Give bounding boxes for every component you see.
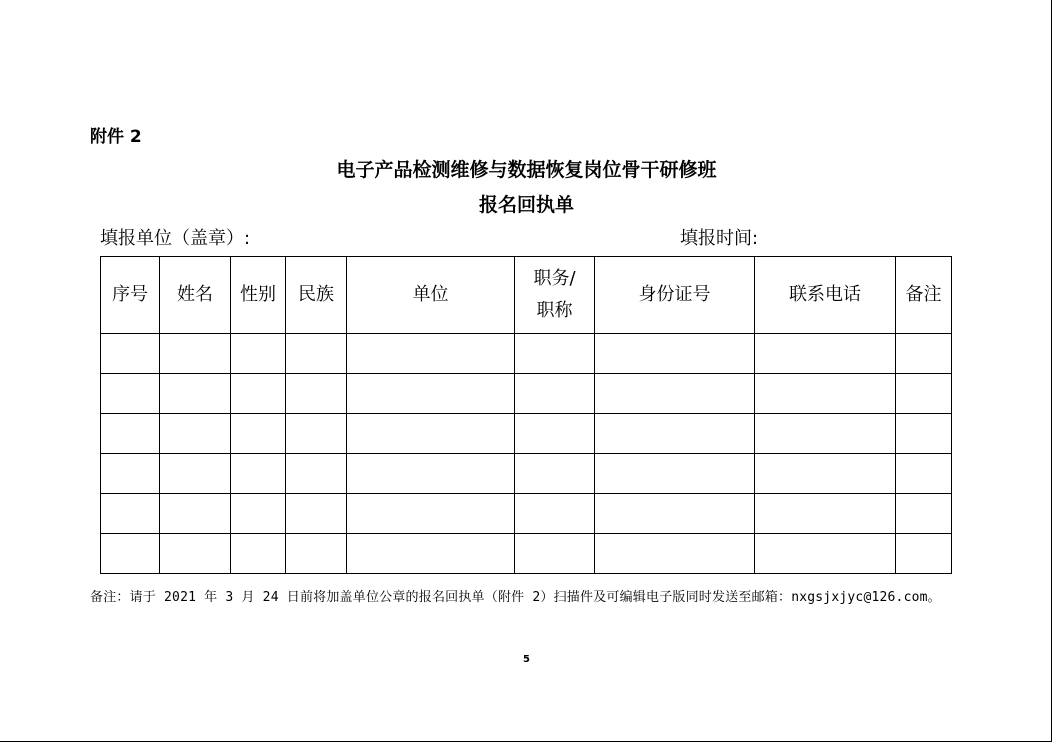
footnote: 备注：请于 2021 年 3 月 24 日前将加盖单位公章的报名回执单（附件 2）扫描件及可编辑电子版同时发送至邮箱：nxgsjxjyc@126.com。 (90, 590, 941, 605)
header-serial-no: 序号 (101, 257, 160, 334)
table-cell (101, 454, 160, 494)
table-cell (101, 494, 160, 534)
header-name: 姓名 (160, 257, 231, 334)
header-id-number: 身份证号 (595, 257, 755, 334)
table-row (101, 374, 952, 414)
table-cell (896, 534, 952, 574)
table-row (101, 494, 952, 534)
table-cell (515, 494, 595, 534)
table-cell (515, 334, 595, 374)
header-gender: 性别 (231, 257, 286, 334)
header-position-line2: 职称 (536, 300, 573, 321)
table-cell (595, 534, 755, 574)
header-position-title (515, 257, 595, 334)
table-cell (101, 534, 160, 574)
table-cell (286, 414, 347, 454)
table-cell (595, 494, 755, 534)
table-cell (515, 454, 595, 494)
table-cell (160, 454, 231, 494)
document-subtitle: 报名回执单 (478, 194, 574, 216)
table-header-row (101, 257, 952, 334)
table-row (101, 534, 952, 574)
table-cell (160, 414, 231, 454)
table-cell (595, 414, 755, 454)
table-cell (160, 494, 231, 534)
table-cell (896, 454, 952, 494)
table-cell (515, 414, 595, 454)
header-unit: 单位 (347, 257, 515, 334)
table-cell (515, 374, 595, 414)
header-position-line1: 职务/ (533, 268, 576, 289)
table-cell (347, 414, 515, 454)
table-cell (286, 374, 347, 414)
table-cell (160, 334, 231, 374)
table-cell (755, 454, 896, 494)
fill-unit-label: 填报单位（盖章）: (100, 228, 251, 249)
table-cell (755, 334, 896, 374)
table-cell (101, 414, 160, 454)
table-cell (755, 534, 896, 574)
table-cell (347, 454, 515, 494)
table-cell (231, 374, 286, 414)
table-cell (515, 534, 595, 574)
table-row (101, 334, 952, 374)
table-cell (101, 374, 160, 414)
table-cell (595, 374, 755, 414)
header-ethnicity: 民族 (286, 257, 347, 334)
table-cell (101, 334, 160, 374)
table-cell (755, 494, 896, 534)
table-cell (896, 494, 952, 534)
table-cell (896, 334, 952, 374)
table-cell (755, 414, 896, 454)
table-cell (231, 534, 286, 574)
attachment-label: 附件 2 (90, 127, 142, 147)
header-remarks: 备注 (896, 257, 952, 334)
table-cell (231, 334, 286, 374)
document-title: 电子产品检测维修与数据恢复岗位骨干研修班 (336, 159, 717, 181)
table-cell (755, 374, 896, 414)
table-cell (286, 494, 347, 534)
table-cell (347, 334, 515, 374)
table-cell (896, 374, 952, 414)
table-cell (595, 334, 755, 374)
table-cell (286, 334, 347, 374)
table-cell (286, 454, 347, 494)
table-cell (231, 454, 286, 494)
table-row (101, 414, 952, 454)
header-phone: 联系电话 (755, 257, 896, 334)
registration-table (100, 256, 952, 574)
fill-time-label: 填报时间: (680, 228, 759, 249)
table-cell (595, 454, 755, 494)
table-cell (160, 534, 231, 574)
table-cell (896, 414, 952, 454)
table-cell (347, 494, 515, 534)
table-cell (286, 534, 347, 574)
table-row (101, 454, 952, 494)
table-cell (347, 374, 515, 414)
table-cell (231, 414, 286, 454)
table-cell (347, 534, 515, 574)
page-number: 5 (523, 654, 530, 665)
table-cell (231, 494, 286, 534)
table-cell (160, 374, 231, 414)
